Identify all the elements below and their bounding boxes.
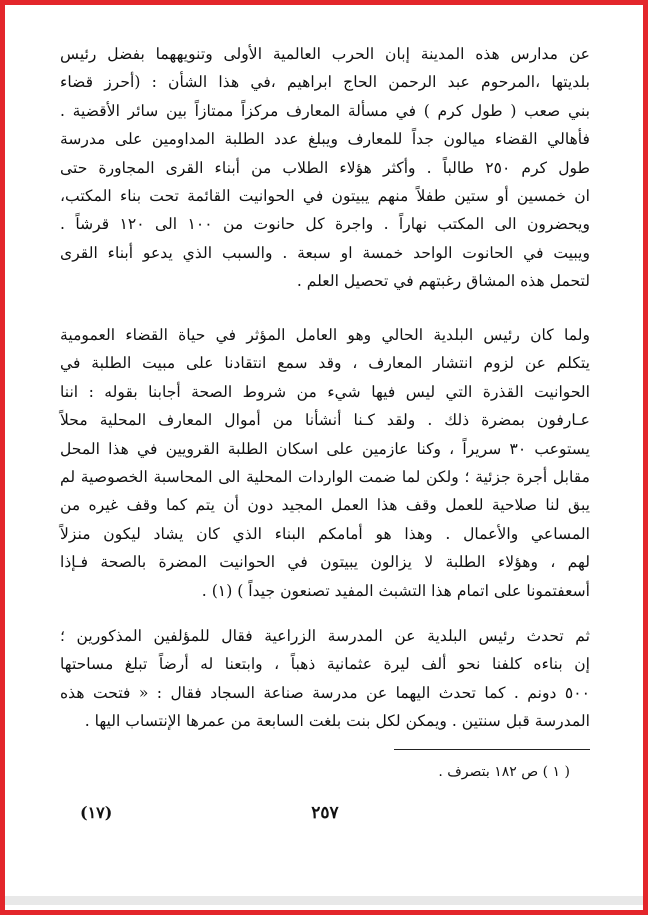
- footnote-divider: [394, 749, 590, 750]
- text-line: ٥٠٠ دونم . كما تحدث اليهما عن مدرسة صناعة السجاد فقال : « فتحت هذه: [60, 683, 590, 702]
- text-line: الحوانيت القذرة التي ليس فيها شيء من شروط الصحة أجابنا بقوله : اننا: [60, 382, 590, 401]
- page-number: ٢٥٧: [311, 803, 339, 823]
- text-line: ولما كان رئيس البلدية الحالي وهو العامل المؤثر في حياة القضاء العمومية: [60, 326, 590, 344]
- paragraph-3: [60, 622, 590, 736]
- text-line: أسعفتمونا على اتمام هذا التشبث المفيد تصنعون جيداً ) (١) .: [201, 581, 590, 600]
- text-line: ويحضرون الى المكتب نهاراً . واجرة كل حانوت من ١٠٠ الى ١٢٠ قرشاً .: [60, 215, 590, 234]
- text-line: فأهالي القضاء ميالون جداً للمعارف ويبلغ عدد الطلبة المداومين على مدرسة: [60, 130, 590, 149]
- text-line: يبق لنا صلاحية للعمل وقف هذا العمل المجيد دون أن يتم كما وقف غيره من: [60, 496, 590, 515]
- section-number: (١٧): [80, 803, 113, 822]
- text-line: ويبيت في الحانوت الواحد خمسة او سبعة . والسبب الذي يدعو أبناء القرى: [60, 243, 590, 262]
- text-line: يستوعب ٣٠ سريراً ، وكنا عازمين على اسكان الطلبة القرويين في هذا المحل: [60, 439, 590, 458]
- text-line: عن مدارس هذه المدينة إبان الحرب العالمية الأولى وتنويههما بفضل رئيس: [60, 45, 590, 63]
- text-line: المدرسة قبل سنتين . ويمكن لكل بنت بلغت السابعة من عمرها الإنتساب اليها .: [84, 712, 590, 731]
- text-line: لتحمل هذه المشاق رغبتهم في تحصيل العلم .: [296, 272, 590, 291]
- text-line: بلديتها ،المرحوم عبد الرحمن الحاج ابراهيم ،في هذا الشأن : (أحرز قضاء: [60, 73, 590, 92]
- text-line: عـارفون بمضرة ذلك . ولقد كـنا أنشأنا من أموال المعارف المحلية محلاً: [60, 411, 590, 430]
- paragraph-2: [60, 321, 590, 605]
- text-line: طول كرم ٢٥٠ طالباً . وأكثر هؤلاء الطلاب من أبناء القرى المجاورة حتى: [60, 158, 590, 177]
- footnote: ( ١ ) ص ١٨٢ بتصرف .: [438, 764, 570, 780]
- paragraph-1: [60, 40, 590, 296]
- text-line: ثم تحدث رئيس البلدية عن المدرسة الزراعية فقال للمؤلفين المذكورين ؛: [60, 627, 590, 645]
- text-line: إن بناءه كلفنا نحو ألف ليرة عثمانية ذهباً ، وابتعنا له أرضاً تبلغ مساحتها: [60, 655, 590, 674]
- text-line: بني صعب ( طول كرم ) في مسألة المعارف مركزاً ممتازاً بين سائر الأقضية .: [60, 101, 590, 120]
- text-line: لهم ، وهؤلاء الطلبة لا يزالون يبيتون في الحوانيت المضرة بالصحة فـإذا: [60, 553, 590, 572]
- viewer-bottom-strip: [5, 896, 643, 905]
- text-line: ان خمسين أو ستين طفلاً منهم يبيتون في الحوانيت القائمة تحت بناء المكتب،: [60, 187, 590, 206]
- text-line: مقابل أجرة جزئية ؛ ولكن لما ضمت الواردات المحلية الى المحاسبة الخصوصية لم: [60, 468, 590, 487]
- text-line: المساعي والأعمال . وهذا هو أمامكم البناء الذي كان يشاد ليكون منزلاً: [60, 524, 590, 543]
- text-line: يتكلم عن لزوم انتشار المعارف ، وقد سمع انتقادنا على مبيت الطلبة في: [60, 354, 590, 373]
